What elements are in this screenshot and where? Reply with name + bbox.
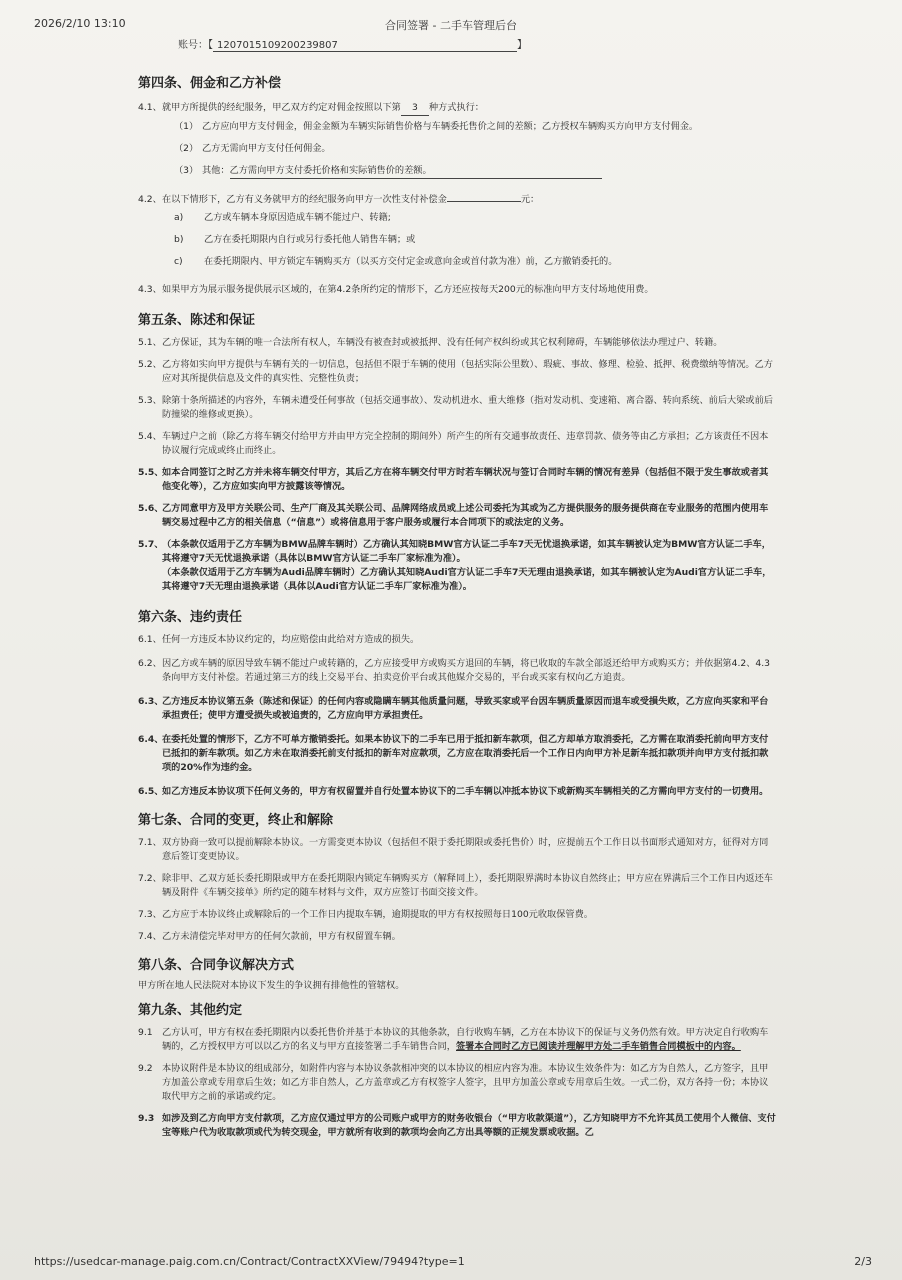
option-1: （1） 乙方应向甲方支付佣金，佣金金额为车辆实际销售价格与车辆委托售价之间的差额；乙方授权车辆购买方向甲方支付佣金。 [174, 121, 699, 132]
section-6-title: 第六条、违约责任 [138, 610, 243, 625]
clause-5-7-audi: （本条款仅适用于乙方车辆为Audi品牌车辆时）乙方确认其知晓Audi官方认证二手车7天无理由退换承诺，如其车辆被认定为Audi官方认证二手车，其将遵守7天无理由退换承诺（具体以Audi官方认证二手车厂家标准为准）。 [162, 567, 772, 592]
clause-6-2: 6.2、 因乙方或车辆的原因导致车辆不能过户或转籍的，乙方应接受甲方或购买方退回的车辆，将已收取的车款全部返还给甲方或购买方；并依据第4.2、4.3条向甲方支付补偿。若通过第三方的线上交易平台、拍卖竞价平台或其他媒介交易的，平台或买家有权向乙方追责。 [138, 658, 771, 683]
clause-7-4: 7.4、 乙方未清偿完毕对甲方的任何欠款前，甲方有权留置车辆。 [138, 931, 401, 942]
section-4-title: 第四条、佣金和乙方补偿 [138, 76, 282, 91]
section-5-title: 第五条、陈述和保证 [138, 313, 256, 328]
clause-8-text: 甲方所在地人民法院对本协议下发生的争议拥有排他性的管辖权。 [138, 980, 405, 991]
clause-6-3: 6.3、 乙方违反本协议第五条（陈述和保证）的任何内容或隐瞒车辆其他质量问题，导致买家或平台因车辆质量原因而退车或受損失败，乙方应向买家和平台承担责任；使甲方遭受损失或被追责的，乙方应向甲方承担责任。 [138, 696, 769, 721]
page-number: 2/3 [854, 1255, 872, 1268]
account-label: 账号： [178, 40, 208, 51]
clause-5-7: 5.7、 （本条款仅适用于乙方车辆为BMW品牌车辆时）乙方确认其知晓BMW官方认证二手车7天无忧退换承诺，如其车辆被认定为BMW官方认证二手车，其将遵守7天无忧退换承诺（具体以BMW官方认证二手车厂家标准为准）。 [138, 539, 771, 564]
section-9-title: 第九条、其他约定 [138, 1003, 243, 1018]
option-3: （3） 其他： 乙方需向甲方支付委托价格和实际销售价的差额。 [138, 164, 776, 179]
clause-4-2: 4.2、 在以下情形下，乙方有义务就甲方的经纪服务向甲方一次性支付补偿金 元： [138, 194, 540, 205]
compensation-amount-field [447, 201, 521, 202]
contract-body [138, 68, 776, 1140]
case-c: c) 在委托期限内、甲方锁定车辆购买方（以买方交付定金或意向金或首付款为准）前，乙方撤销委托的。 [174, 256, 618, 267]
clause-7-3: 7.3、 乙方应于本协议终止或解除后的一个工作日内提取车辆，逾期提取的甲方有权按照每日100元收取保管费。 [138, 909, 593, 920]
section-8-title: 第八条、合同争议解决方式 [138, 958, 295, 973]
account-line: 账号：【 1207015109200239807 】 [178, 40, 527, 51]
clause-5-2: 5.2、 乙方将如实向甲方提供与车辆有关的一切信息，包括但不限于车辆的使用（包括实际公里数）、瑕疵、事故、修理、检验、抵押、税费缴纳等情况。乙方应对其所提供信息及文件的真实性、完整性负责； [138, 359, 773, 384]
clause-7-2: 7.2、 除非甲、乙双方延长委托期限或甲方在委托期限内锁定车辆购买方（解释同上），委托期限界满时本协议自然终止；甲方应在界满后三个工作日内返还车辆及附件《车辆交接单》所约定的随车材料与文件，双方应签订书面交接文件。 [138, 873, 773, 898]
clause-9-1-acknowledgement: 签署本合同时乙方已阅读并理解甲方处二手车销售合同模板中的内容。 [456, 1041, 741, 1052]
page-title: 合同签署 - 二手车管理后台 [385, 19, 517, 32]
option-number-field: 3 [401, 101, 429, 116]
clause-6-1: 6.1、 任何一方违反本协议约定的，均应赔偿由此给对方造成的损失。 [138, 634, 420, 645]
clause-6-4: 6.4、 在委托处置的情形下，乙方不可单方撤销委托。如果本协议下的二手车已用于抵扣新车款项，但乙方却单方取消委托，乙方需在取消委托前向甲方支付已抵扣的新车款项。如乙方未在取消委托前支付抵扣的新车对应款项，乙方应在取消委托后一个工作日内向甲方补足新车抵扣款项并向甲方支付抵扣款项的20%作为违约金。 [138, 734, 769, 773]
clause-6-5: 6.5、 如乙方违反本协议项下任何义务的，甲方有权留置并自行处置本协议下的二手车辆以冲抵本协议下或新购买车辆相关的乙方需向甲方支付的一切费用。 [138, 786, 769, 797]
clause-7-1: 7.1、 双方协商一致可以提前解除本协议。一方需变更本协议（包括但不限于委托期限或委托售价）时，应提前五个工作日以书面形式通知对方，征得对方同意后签订变更协议。 [138, 837, 769, 862]
print-datetime: 2026/2/10 13:10 [34, 17, 126, 30]
account-number: 1207015109200239807 [213, 40, 517, 52]
clause-5-5: 5.5、 如本合同签订之时乙方并未将车辆交付甲方，其后乙方在将车辆交付甲方时若车辆状况与签订合同时车辆的情况有差异（包括但不限于发生事故或者其他变化等），乙方应如实向甲方披露该等情况。 [138, 467, 769, 492]
clause-4-1: 4.1、 就甲方所提供的经纪服务，甲乙双方约定对佣金按照以下第 3 种方式执行： [138, 101, 776, 116]
option-2: （2） 乙方无需向甲方支付任何佣金。 [174, 143, 331, 154]
case-b: b) 乙方在委托期限内自行或另行委托他人销售车辆；或 [174, 234, 416, 245]
section-7-title: 第七条、合同的变更，终止和解除 [138, 813, 334, 828]
page-url: https://usedcar-manage.paig.com.cn/Contract/ContractXXView/79494?type=1 [34, 1255, 465, 1268]
clause-4-3: 4.3、 如果甲方为展示服务提供展示区域的，在第4.2条所约定的情形下，乙方还应按每天200元的标准向甲方支付场地使用费。 [138, 284, 654, 295]
clause-9-1: 9.1 乙方认可，甲方有权在委托期限内以委托售价并基于本协议的其他条款，自行收购车辆，乙方在本协议下的保证与义务仍然有效。甲方决定自行收购车辆的，乙方授权甲方可以以乙方的名义与甲方直接签署二手车销售合同，签署本合同时乙方已阅读并理解甲方处二手车销售合同模板中的内容。 [138, 1027, 769, 1052]
clause-9-3: 9.3 如涉及到乙方向甲方支付款项，乙方应仅通过甲方的公司账户或甲方的财务收银台（“甲方收款渠道”），乙方知晓甲方不允许其员工使用个人微信、支付宝等账户代为收取款项或代为转交现金，甲方就所有收到的款项均会向乙方出具等额的正规发票或收据。乙 [138, 1113, 776, 1138]
clause-5-4: 5.4、 车辆过户之前（除乙方将车辆交付给甲方并由甲方完全控制的期间外）所产生的所有交通事故责任、违章罚款、债务等由乙方承担；乙方该责任不因本协议履行完成或终止而终止。 [138, 431, 769, 456]
clause-9-2: 9.2 本协议附件是本协议的组成部分，如附件内容与本协议条款相冲突的以本协议的相应内容为准。本协议生效条件为：如乙方为自然人，乙方签字，且甲方加盖公章或专用章后生效；如乙方非自然人，乙方盖章或乙方有权签字人签字，且甲方加盖公章或专用章后生效。一式二份，双方各持一份；本协议取代甲方之前的承诺或约定。 [138, 1063, 769, 1102]
clause-5-6: 5.6、 乙方同意甲方及甲方关联公司、生产厂商及其关联公司、品牌网络成员或上述公司委托为其或为乙方提供服务的服务提供商在专业服务的范围内使用车辆交易过程中乙方的相关信息（“信息”）或将信息用于客户服务或履行本合同项下的或法定的义务。 [138, 503, 769, 528]
clause-5-3: 5.3、 除第十条所描述的内容外，车辆未遭受任何事故（包括交通事故）、发动机进水、重大维修（指对发动机、变速箱、离合器、转向系统、前后大梁或前后防撞梁的维修或更换）。 [138, 395, 773, 420]
case-a: a) 乙方或车辆本身原因造成车辆不能过户、转籍; [174, 212, 391, 223]
clause-5-1: 5.1、 乙方保证，其为车辆的唯一合法所有权人，车辆没有被查封或被抵押、没有任何产权纠纷或其它权利障碍，车辆能够依法办理过户、转籍。 [138, 337, 723, 348]
other-terms-field: 乙方需向甲方支付委托价格和实际销售价的差额。 [230, 164, 602, 179]
